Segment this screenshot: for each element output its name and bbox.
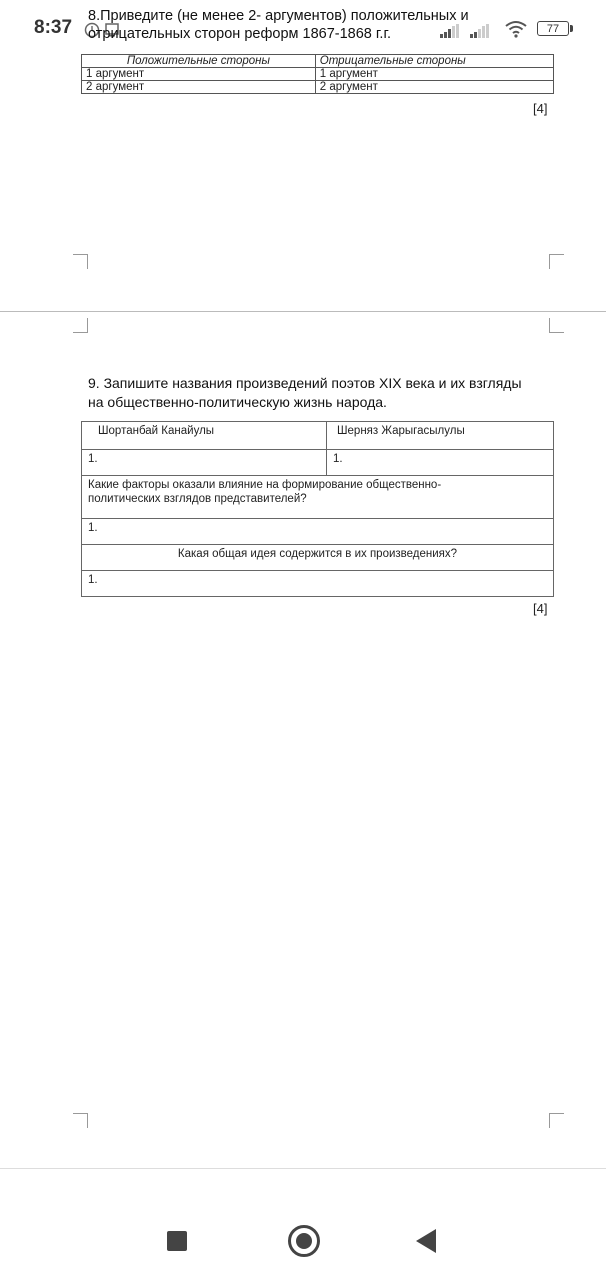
q8-cell: 1 аргумент — [82, 68, 316, 81]
q9-question-factors-line2: политических взглядов представителей? — [88, 493, 307, 505]
q8-cell: 2 аргумент — [82, 81, 316, 94]
page-corner-mark — [549, 254, 564, 269]
nav-square-icon[interactable] — [167, 1231, 187, 1251]
q9-header-poet2: Шерняз Жарыгасылулы — [327, 422, 554, 450]
wifi-icon — [505, 20, 527, 43]
q8-line2: отрицательных сторон реформ 1867-1868 г.г. — [88, 26, 391, 42]
battery-icon: 77 — [537, 21, 569, 36]
q8-cell: 2 аргумент — [315, 81, 553, 94]
q9-answer-cell: 1. — [82, 450, 327, 476]
page-divider — [0, 311, 606, 312]
q9-question-common-idea: Какая общая идея содержится в их произведениях? — [82, 545, 554, 571]
q9-line1: 9. Запишите названия произведений поэтов XIX века и их взгляды — [88, 375, 522, 391]
q8-line1: 8.Приведите (не менее 2- аргументов) положительных и — [88, 8, 469, 24]
q9-text — [88, 374, 522, 412]
page-corner-mark — [549, 318, 564, 333]
page-corner-mark — [73, 254, 88, 269]
q9-answer-cell: 1. — [82, 519, 554, 545]
q8-cell: 1 аргумент — [315, 68, 553, 81]
q9-answer-cell: 1. — [82, 571, 554, 597]
nav-back-icon[interactable] — [416, 1229, 436, 1253]
battery-tip — [570, 25, 573, 32]
q9-header-poet1: Шортанбай Канайулы — [82, 422, 327, 450]
q9-answer-cell: 1. — [327, 450, 554, 476]
q9-question-factors-line1: Какие факторы оказали влияние на формирование общественно- — [88, 479, 442, 491]
q9-question-factors — [82, 476, 554, 519]
q8-score: [4] — [533, 101, 548, 116]
signal-icon — [440, 24, 496, 43]
q9-score: [4] — [533, 601, 548, 616]
page-corner-mark — [73, 1113, 88, 1128]
page-corner-mark — [549, 1113, 564, 1128]
q8-table — [81, 54, 554, 94]
status-time: 8:37 — [34, 17, 73, 38]
page-corner-mark — [73, 318, 88, 333]
nav-home-inner — [296, 1233, 312, 1249]
q8-header-positive: Положительные стороны — [82, 55, 316, 68]
q9-table — [81, 421, 554, 597]
q9-line2: на общественно-политическую жизнь народа. — [88, 394, 387, 410]
q8-header-negative: Отрицательные стороны — [315, 55, 553, 68]
